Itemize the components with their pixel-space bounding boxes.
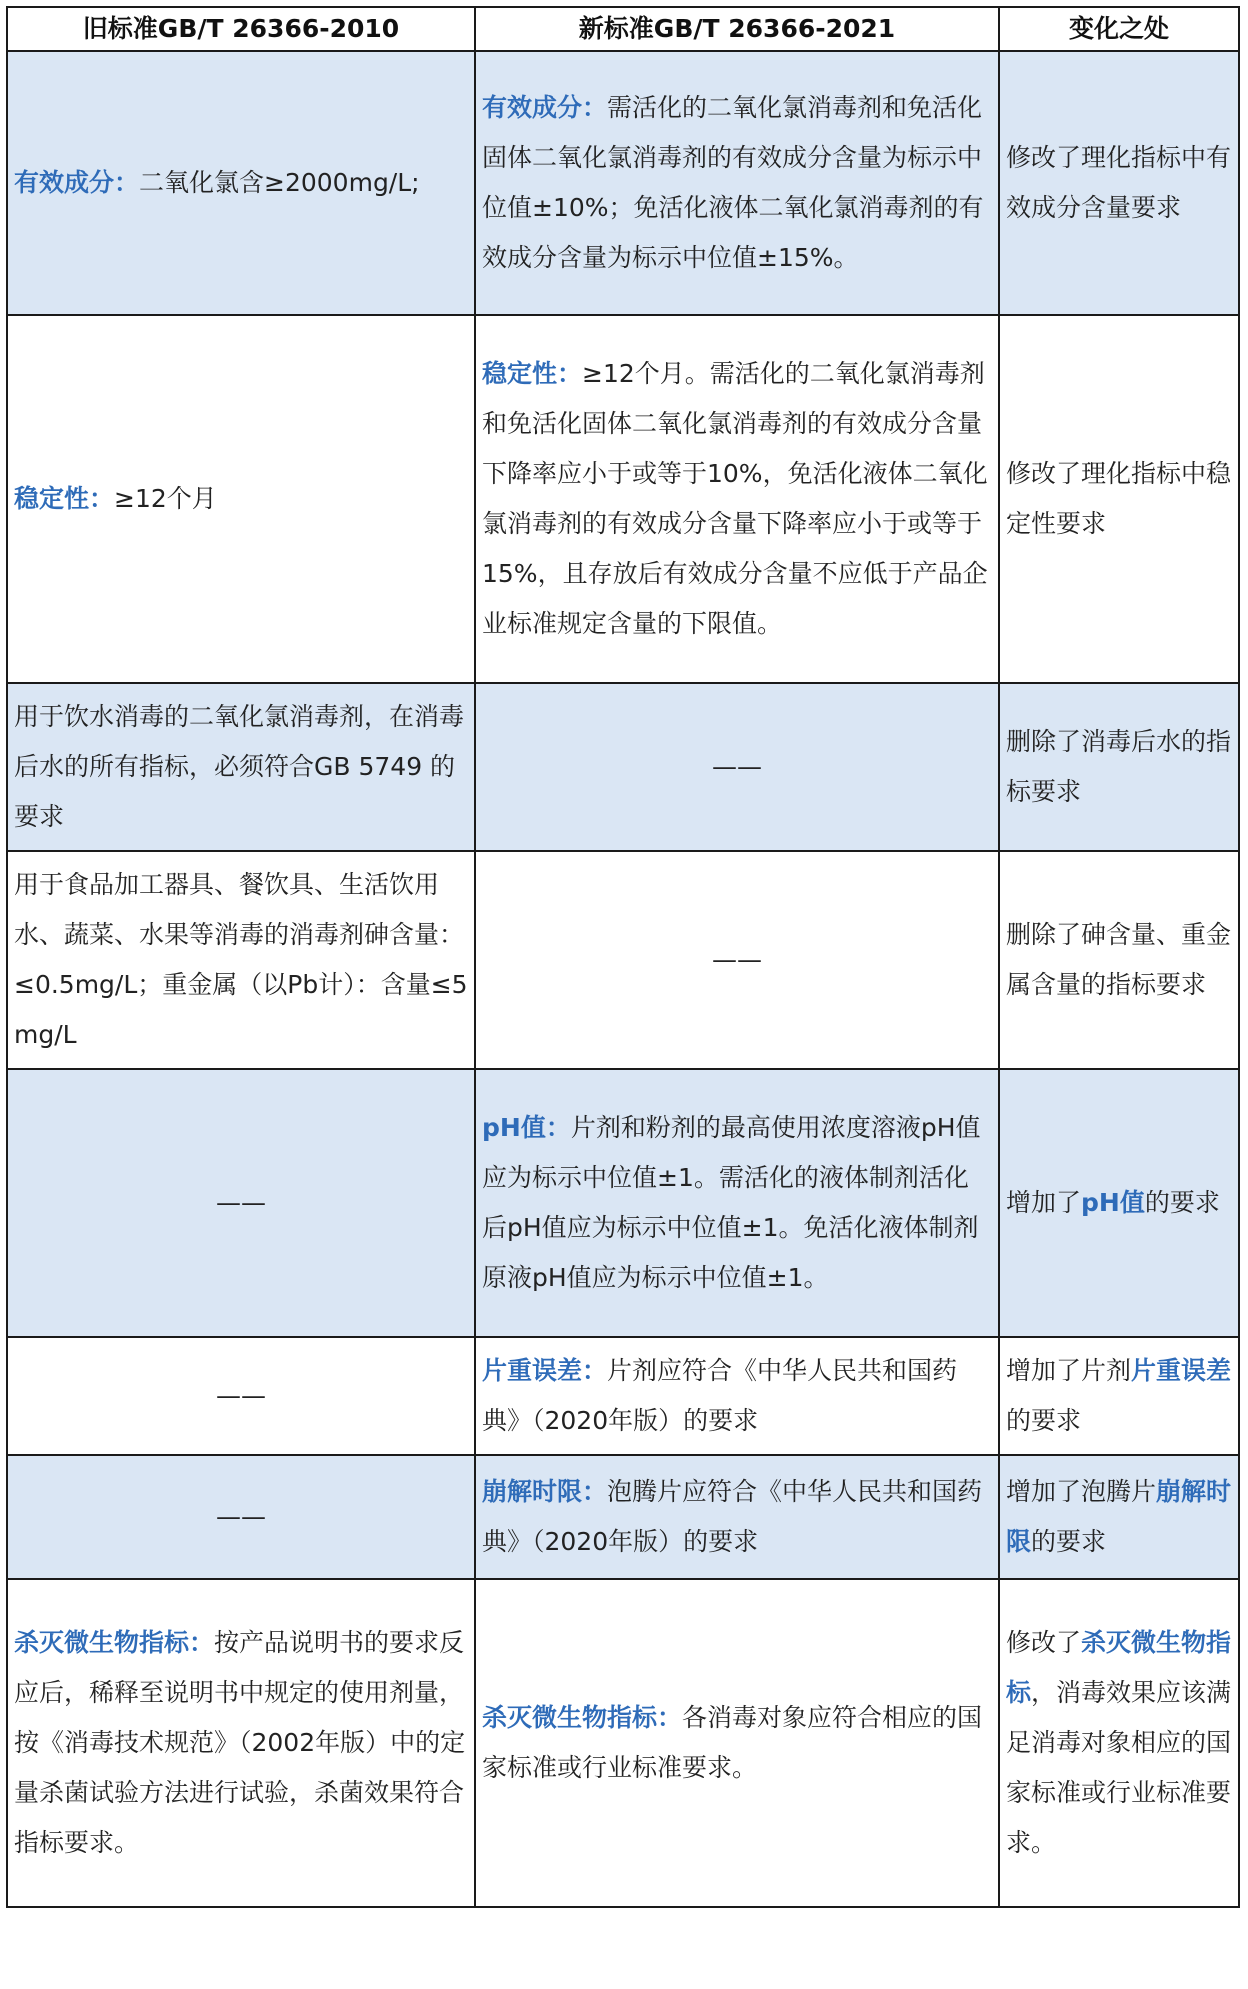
old-standard-cell bbox=[7, 315, 475, 683]
table-row bbox=[7, 315, 1239, 683]
empty-dash: —— bbox=[216, 1381, 266, 1410]
old-standard-cell bbox=[7, 51, 475, 315]
new-standard-cell bbox=[475, 1579, 999, 1907]
item-label: 片重误差： bbox=[482, 1356, 608, 1385]
new-standard-cell bbox=[475, 1455, 999, 1579]
item-label: 有效成分： bbox=[482, 93, 608, 122]
item-label: 杀灭微生物指标： bbox=[14, 1628, 215, 1657]
old-standard-cell bbox=[7, 683, 475, 851]
old-standard-cell bbox=[7, 851, 475, 1069]
item-text: 按产品说明书的要求反应后，稀释至说明书中规定的使用剂量，按《消毒技术规范》（2002年版）中的定量杀菌试验方法进行试验，杀菌效果符合指标要求。 bbox=[14, 1628, 466, 1857]
table-row bbox=[7, 1455, 1239, 1579]
item-label: 稳定性： bbox=[482, 359, 583, 388]
header-old-standard: 旧标准GB/T 26366-2010 bbox=[7, 7, 475, 51]
item-text: 二氧化氯含≥2000mg/L; bbox=[139, 168, 420, 197]
table-row bbox=[7, 1337, 1239, 1455]
empty-dash: —— bbox=[216, 1502, 266, 1531]
change-text-prefix: 增加了片剂 bbox=[1006, 1356, 1132, 1385]
empty-dash: —— bbox=[216, 1188, 266, 1217]
item-text: 用于饮水消毒的二氧化氯消毒剂，在消毒后水的所有指标，必须符合GB 5749 的要求 bbox=[14, 702, 465, 831]
item-label: 有效成分： bbox=[14, 168, 140, 197]
header-row bbox=[7, 7, 1239, 51]
new-standard-cell bbox=[475, 683, 999, 851]
comparison-table-container bbox=[6, 6, 1240, 1908]
item-text: ≥12个月 bbox=[114, 484, 217, 513]
change-text: 修改了理化指标中稳定性要求 bbox=[1006, 459, 1232, 538]
change-cell bbox=[999, 851, 1239, 1069]
new-standard-cell bbox=[475, 51, 999, 315]
item-label: pH值： bbox=[482, 1113, 571, 1142]
item-label: 杀灭微生物指标： bbox=[482, 1703, 683, 1732]
table-row bbox=[7, 683, 1239, 851]
change-cell bbox=[999, 1069, 1239, 1337]
header-changes: 变化之处 bbox=[999, 7, 1239, 51]
item-text: ≥12个月。需活化的二氧化氯消毒剂和免活化固体二氧化氯消毒剂的有效成分含量下降率应小于或等于10%，免活化液体二氧化氯消毒剂的有效成分含量下降率应小于或等于15%，且存放后有效成分含量不应低于产品企业标准规定含量的下限值。 bbox=[482, 359, 988, 638]
change-cell bbox=[999, 683, 1239, 851]
table-row bbox=[7, 1579, 1239, 1907]
change-text: 删除了砷含量、重金属含量的指标要求 bbox=[1006, 920, 1232, 999]
change-text: 删除了消毒后水的指标要求 bbox=[1006, 727, 1232, 806]
old-standard-cell bbox=[7, 1069, 475, 1337]
new-standard-cell bbox=[475, 1337, 999, 1455]
new-standard-cell bbox=[475, 315, 999, 683]
empty-dash: —— bbox=[712, 752, 762, 781]
old-standard-cell bbox=[7, 1337, 475, 1455]
change-cell bbox=[999, 1337, 1239, 1455]
change-highlight: 崩解时限 bbox=[1006, 1477, 1232, 1556]
item-text: 片剂应符合《中华人民共和国药典》（2020年版）的要求 bbox=[482, 1356, 958, 1435]
new-standard-cell bbox=[475, 851, 999, 1069]
table-row bbox=[7, 51, 1239, 315]
change-highlight: 杀灭微生物指标 bbox=[1006, 1628, 1232, 1707]
table-row bbox=[7, 1069, 1239, 1337]
change-highlight: 片重误差 bbox=[1131, 1356, 1232, 1385]
new-standard-cell bbox=[475, 1069, 999, 1337]
change-text-prefix: 修改了 bbox=[1006, 1628, 1082, 1657]
change-cell bbox=[999, 1455, 1239, 1579]
change-text-suffix: 的要求 bbox=[1006, 1406, 1082, 1435]
item-label: 崩解时限： bbox=[482, 1477, 608, 1506]
change-cell bbox=[999, 51, 1239, 315]
item-text: 泡腾片应符合《中华人民共和国药典》（2020年版）的要求 bbox=[482, 1477, 983, 1556]
old-standard-cell bbox=[7, 1455, 475, 1579]
change-text-prefix: 增加了泡腾片 bbox=[1006, 1477, 1157, 1506]
change-text-suffix: 的要求 bbox=[1144, 1188, 1220, 1217]
item-text: 片剂和粉剂的最高使用浓度溶液pH值应为标示中位值±1。需活化的液体制剂活化后pH值应为标示中位值±1。免活化液体制剂原液pH值应为标示中位值±1。 bbox=[482, 1113, 981, 1292]
empty-dash: —— bbox=[712, 945, 762, 974]
change-text-suffix: ，消毒效果应该满足消毒对象相应的国家标准或行业标准要求。 bbox=[1006, 1678, 1232, 1857]
item-text: 各消毒对象应符合相应的国家标准或行业标准要求。 bbox=[482, 1703, 983, 1782]
change-text: 修改了理化指标中有效成分含量要求 bbox=[1006, 143, 1232, 222]
change-cell bbox=[999, 315, 1239, 683]
standard-comparison-table bbox=[6, 6, 1240, 1908]
change-text-prefix: 增加了 bbox=[1006, 1188, 1082, 1217]
item-text: 用于食品加工器具、餐饮具、生活饮用水、蔬菜、水果等消毒的消毒剂砷含量：≤0.5mg/L；重金属（以Pb计）：含量≤5mg/L bbox=[14, 870, 468, 1049]
change-text-suffix: 的要求 bbox=[1031, 1527, 1107, 1556]
change-highlight: pH值 bbox=[1081, 1188, 1145, 1217]
item-text: 需活化的二氧化氯消毒剂和免活化固体二氧化氯消毒剂的有效成分含量为标示中位值±10%；免活化液体二氧化氯消毒剂的有效成分含量为标示中位值±15%。 bbox=[482, 93, 984, 272]
old-standard-cell bbox=[7, 1579, 475, 1907]
table-row bbox=[7, 851, 1239, 1069]
header-new-standard: 新标准GB/T 26366-2021 bbox=[475, 7, 999, 51]
item-label: 稳定性： bbox=[14, 484, 115, 513]
change-cell bbox=[999, 1579, 1239, 1907]
